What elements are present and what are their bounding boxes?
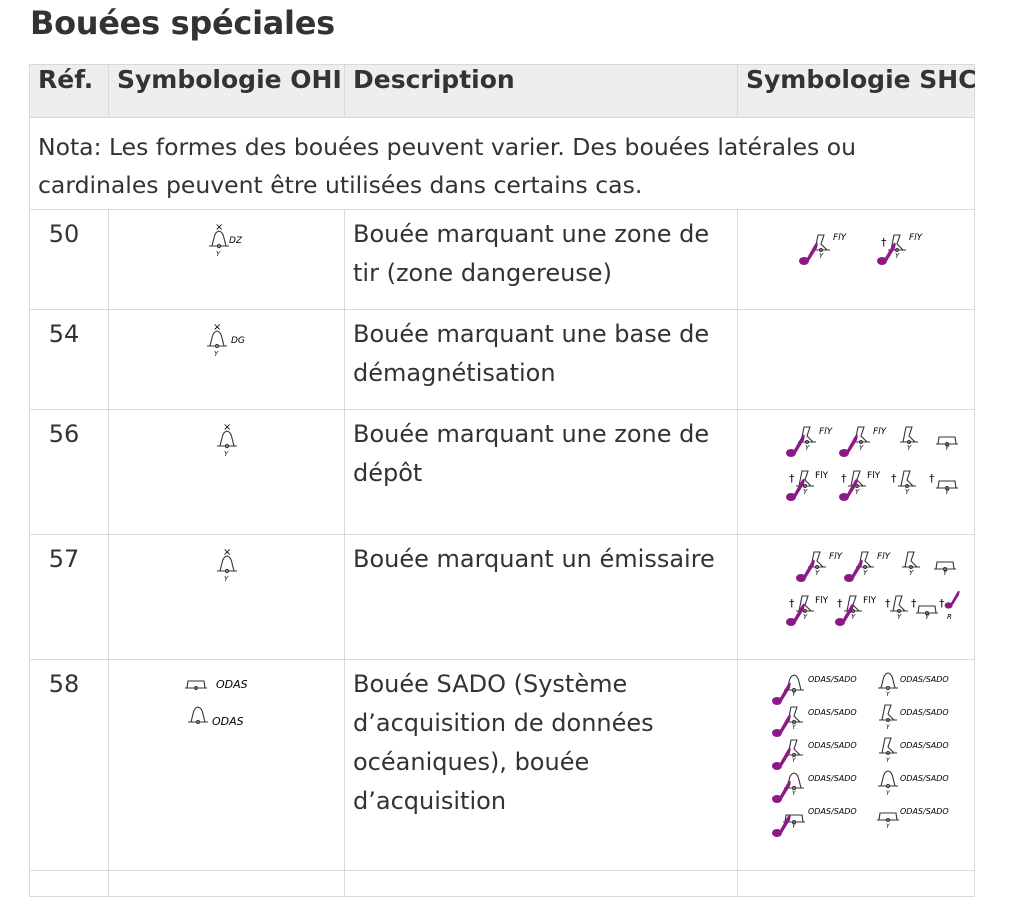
- red-letter: R: [947, 613, 952, 621]
- colour-letter: Y: [851, 613, 856, 621]
- ref-cell: 58: [30, 660, 109, 871]
- shc-symbol-cell: [738, 660, 975, 871]
- shc-symbol-cell: [738, 535, 975, 660]
- colour-letter: Y: [855, 488, 860, 496]
- colour-letter: Y: [792, 757, 796, 764]
- sado-label: ODAS/SADO: [900, 675, 949, 684]
- ref-cell: [30, 871, 109, 897]
- header-ref: Réf.: [30, 65, 109, 118]
- ref-cell: 57: [30, 535, 109, 660]
- description-cell: Bouée marquant une zone de tir (zone dangereuse): [345, 210, 738, 310]
- topmark-label: ×: [222, 422, 231, 433]
- topmark-label: ×: [222, 547, 231, 558]
- colour-letter: Y: [905, 488, 910, 496]
- colour-letter: Y: [886, 823, 890, 830]
- light-label: FlY: [909, 233, 923, 243]
- header-ohi: Symbologie OHI: [109, 65, 345, 118]
- light-flare-icon: [799, 243, 818, 265]
- light-label: FlY: [863, 596, 877, 606]
- colour-letter: Y: [792, 790, 796, 797]
- ref-cell: 50: [30, 210, 109, 310]
- colour-letter: Y: [945, 444, 950, 452]
- ohi-symbol-cell: [109, 535, 345, 660]
- note-text: Nota: Les formes des bouées peuvent varier. Des bouées latérales ou cardinales peuvent être utilisées dans certains cas.: [30, 118, 975, 210]
- colour-letter: Y: [803, 613, 808, 621]
- odas-buoy-icons: [182, 672, 272, 732]
- table-header-row: [30, 65, 975, 118]
- sado-label: ODAS/SADO: [900, 807, 949, 816]
- ref-cell: 56: [30, 410, 109, 535]
- shc-symbol-cell: [738, 410, 975, 535]
- header-description: Description: [345, 65, 738, 118]
- bell-buoy-icon: [197, 322, 257, 358]
- shc-symbol-cell: [738, 871, 975, 897]
- table-row: [30, 410, 975, 535]
- sado-label: ODAS/SADO: [808, 807, 857, 816]
- ohi-symbol-cell: [109, 210, 345, 310]
- cross-mark: †: [881, 236, 887, 249]
- shc-symbol-set: [761, 545, 951, 625]
- cross-mark: †: [841, 472, 847, 485]
- colour-letter: Y: [819, 252, 824, 260]
- description-cell: Bouée SADO (Système d’acquisition de données océaniques), bouée d’acquisition: [345, 660, 738, 871]
- ref-cell: 54: [30, 310, 109, 410]
- light-label: FlY: [873, 427, 887, 437]
- topmark-label: ×: [212, 322, 221, 333]
- cross-mark: †: [911, 597, 917, 610]
- colour-letter: Y: [886, 691, 890, 698]
- colour-letter: Y: [907, 444, 912, 452]
- colour-letter: Y: [943, 569, 948, 577]
- table-row: [30, 871, 975, 897]
- colour-letter: Y: [945, 488, 950, 496]
- topmark-label: ×: [214, 222, 223, 233]
- note-row: [30, 118, 975, 210]
- colour-letter: Y: [895, 252, 900, 260]
- sado-label: ODAS/SADO: [900, 708, 949, 717]
- colour-letter: Y: [909, 569, 914, 577]
- ohi-symbol-cell: [109, 310, 345, 410]
- shc-symbol-set: [761, 420, 951, 500]
- table-row: [30, 535, 975, 660]
- colour-letter: Y: [215, 250, 220, 258]
- sado-label: ODAS/SADO: [808, 741, 857, 750]
- shc-odas-symbol-set: [756, 670, 956, 840]
- ohi-label: DG: [230, 336, 245, 346]
- colour-letter: Y: [792, 724, 796, 731]
- light-label: FlY: [877, 552, 891, 562]
- colour-letter: Y: [223, 450, 228, 458]
- cross-mark: †: [891, 472, 897, 485]
- sado-label: ODAS/SADO: [808, 774, 857, 783]
- cross-mark: †: [837, 597, 843, 610]
- colour-letter: Y: [863, 569, 868, 577]
- page-title: Bouées spéciales: [30, 4, 335, 42]
- colour-letter: Y: [803, 488, 808, 496]
- shc-symbol-cell: [738, 310, 975, 410]
- colour-letter: Y: [213, 350, 218, 358]
- sado-label: ODAS/SADO: [808, 675, 857, 684]
- colour-letter: Y: [897, 613, 902, 621]
- colour-letter: Y: [792, 823, 796, 830]
- light-label: FlY: [829, 552, 843, 562]
- ohi-label: ODAS: [215, 678, 248, 691]
- description-cell: [345, 871, 738, 897]
- ohi-label: DZ: [228, 236, 242, 246]
- light-label: FlY: [815, 596, 829, 606]
- description-cell: Bouée marquant une base de démagnétisation: [345, 310, 738, 410]
- ohi-label: ODAS: [211, 715, 244, 728]
- sado-label: ODAS/SADO: [900, 741, 949, 750]
- cross-mark: †: [789, 597, 795, 610]
- cross-mark: †: [939, 597, 945, 610]
- colour-letter: Y: [886, 757, 890, 764]
- colour-letter: Y: [886, 790, 890, 797]
- description-cell: Bouée marquant une zone de dépôt: [345, 410, 738, 535]
- description-cell: Bouée marquant un émissaire: [345, 535, 738, 660]
- colour-letter: Y: [223, 575, 228, 583]
- light-label: FlY: [867, 471, 881, 481]
- cross-mark: †: [885, 597, 891, 610]
- shc-spar-buoy-icon: [781, 220, 931, 270]
- cross-mark: †: [789, 472, 795, 485]
- colour-letter: Y: [886, 724, 890, 731]
- shc-symbol-cell: [738, 210, 975, 310]
- header-shc: Symbologie SHC: [738, 65, 975, 118]
- ohi-symbol-cell: [109, 410, 345, 535]
- bell-buoy-icon: [197, 222, 257, 258]
- cross-mark: †: [929, 472, 935, 485]
- ohi-symbol-cell: [109, 660, 345, 871]
- colour-letter: Y: [792, 691, 796, 698]
- colour-letter: Y: [925, 613, 930, 621]
- sado-label: ODAS/SADO: [900, 774, 949, 783]
- special-buoys-table: [29, 64, 975, 897]
- light-label: FlY: [815, 471, 829, 481]
- light-label: FlY: [819, 427, 833, 437]
- table-row: [30, 210, 975, 310]
- colour-letter: Y: [859, 444, 864, 452]
- bell-buoy-icon: [207, 547, 247, 583]
- colour-letter: Y: [815, 569, 820, 577]
- colour-letter: Y: [805, 444, 810, 452]
- table-row: [30, 660, 975, 871]
- red-light-icon: [945, 591, 960, 609]
- bell-buoy-icon: [207, 422, 247, 458]
- sado-label: ODAS/SADO: [808, 708, 857, 717]
- light-label: FlY: [833, 233, 847, 243]
- ohi-symbol-cell: [109, 871, 345, 897]
- table-row: [30, 310, 975, 410]
